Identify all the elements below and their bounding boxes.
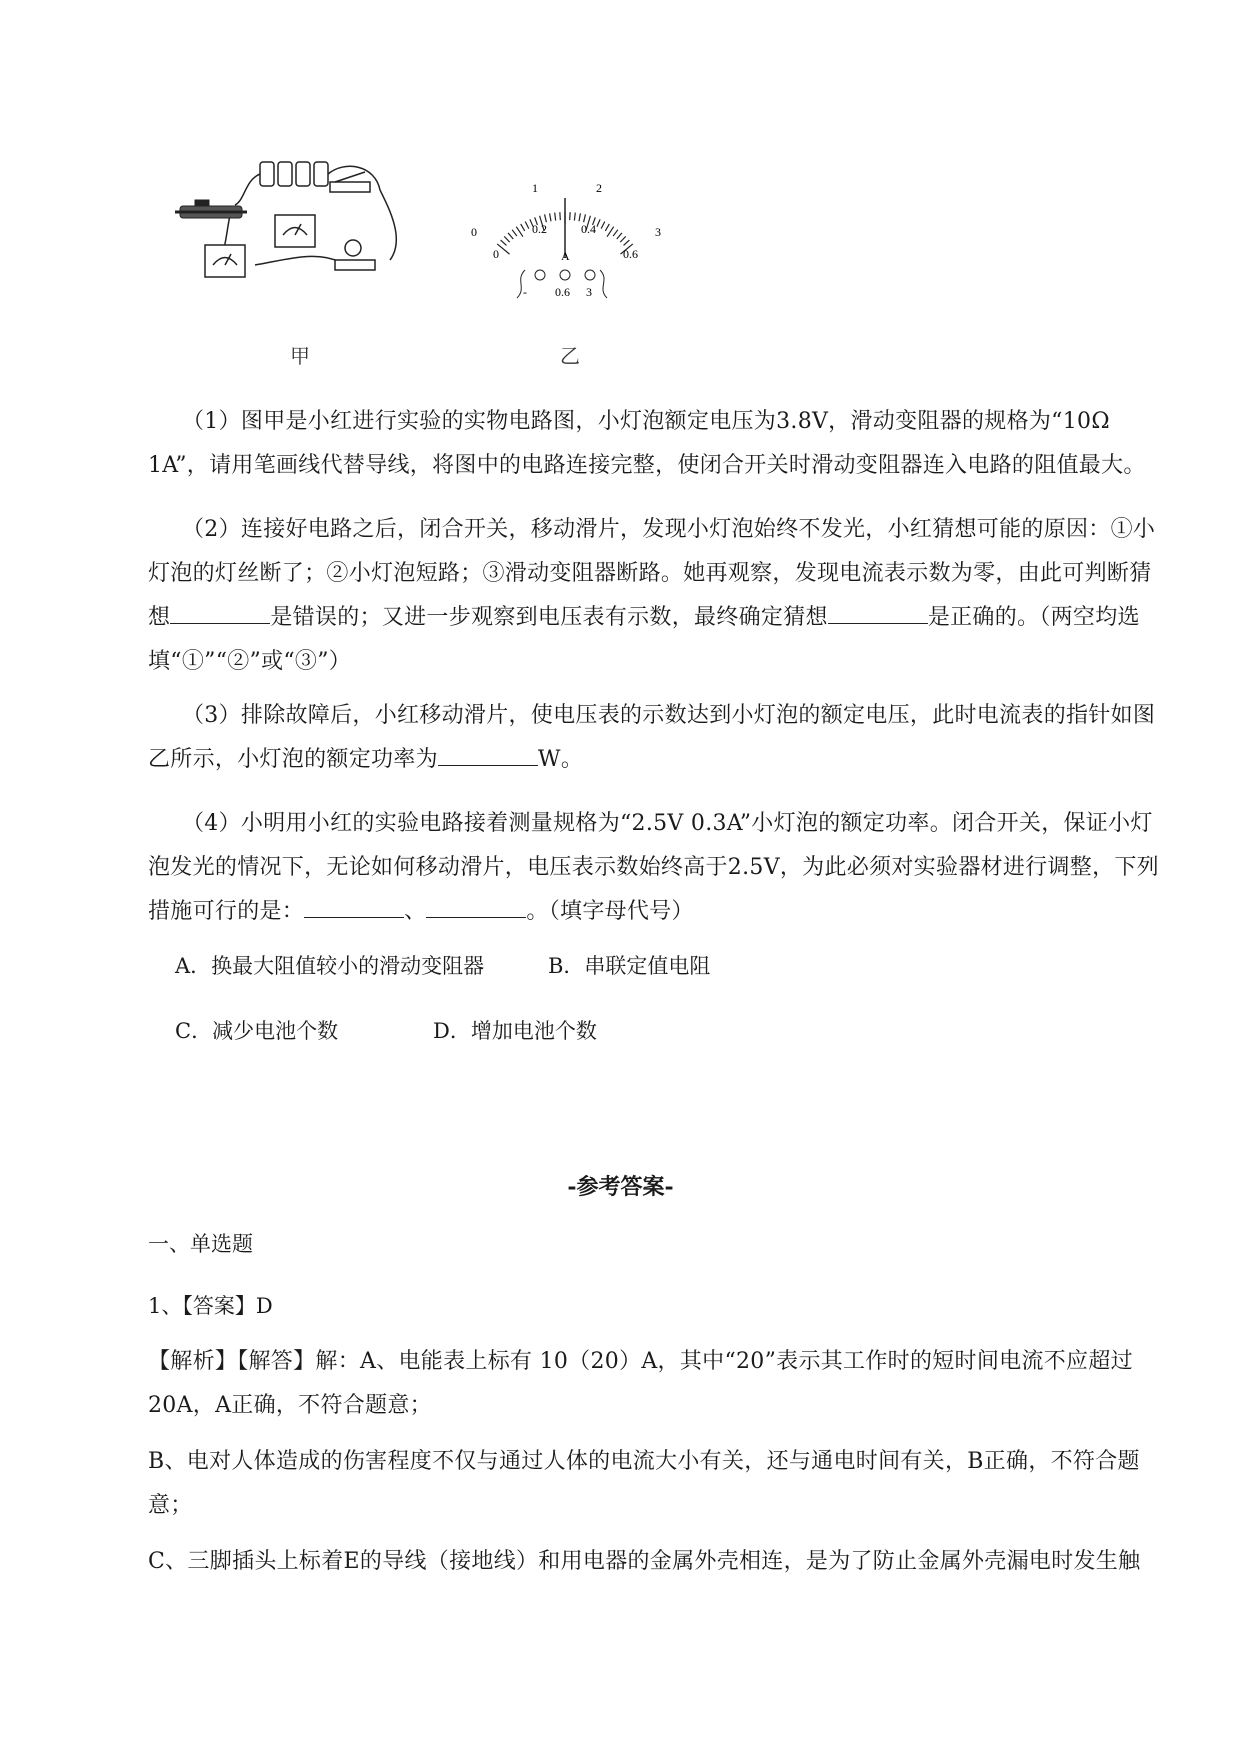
option-d: D．增加电池个数 (433, 1019, 597, 1043)
terminal-neg: - (523, 285, 527, 299)
circuit-diagram-jia (175, 150, 445, 300)
analysis-b: B、电对人体造成的伤害程度不仅与通过人体的电流大小有关，还与通电时间有关，B正确，不符合题意； (148, 1449, 1140, 1518)
dial-tick (607, 227, 614, 237)
ammeter-dial-yi (465, 180, 685, 315)
dial-unit: A (561, 249, 570, 263)
dial-bottom-0: 0 (493, 247, 499, 261)
q4-text-2: 。（填字母代号） (526, 899, 694, 924)
q3-text-2: W。 (537, 747, 584, 772)
question-4 (148, 802, 1163, 934)
dial-tick (516, 227, 523, 237)
question-3 (148, 694, 1163, 782)
dial-top-3: 3 (655, 225, 661, 239)
q4-text-1: （4）小明用小红的实验电路接着测量规格为“2.5V 0.3A”小灯泡的额定功率。闭合开关，保证小灯泡发光的情况下，无论如何移动滑片，电压表示数始终高于2.5V，为此必须对实验器材进行调整，下列措施可行的是： (148, 811, 1159, 924)
dial-bottom-06: 0.6 (623, 247, 638, 261)
dial-tick (525, 222, 529, 229)
dial-tick (620, 236, 626, 242)
section-heading: 一、单选题 (148, 1232, 253, 1256)
dial-tick (497, 244, 509, 254)
dial-bottom-02: 0.2 (532, 222, 547, 236)
q3-blank[interactable] (438, 747, 538, 766)
option-a: A．换最大阻值较小的滑动变阻器 (175, 954, 485, 978)
dial-tick (512, 230, 517, 236)
dial-tick (624, 240, 630, 245)
dial-top-1: 1 (532, 181, 538, 195)
dial-tick (501, 240, 507, 245)
dial-tick (605, 224, 609, 231)
q2-text-1: （2）连接好电路之后，闭合开关，移动滑片，发现小灯泡始终不发光，小红猜想可能的原因：①小灯泡的灯丝断了；②小灯泡短路；③滑动变阻器断路。她再观察，发现电流表示数为零，由此可判断猜想 (148, 517, 1156, 630)
q2-blank-1[interactable] (170, 605, 270, 624)
dial-tick (597, 219, 600, 226)
switch (330, 172, 370, 192)
q2-text-3: 是正确的。（两空均选填“①”“②”或“③”） (148, 605, 1140, 674)
figure-label-jia: 甲 (290, 344, 310, 368)
dial-tick (555, 213, 556, 221)
option-c: C．减少电池个数 (175, 1019, 339, 1043)
dial-tick (550, 213, 551, 221)
dial-tick (521, 224, 525, 231)
q3-text-1: （3）排除故障后，小红移动滑片，使电压表的示数达到小灯泡的额定电压，此时电流表的指针如图乙所示，小灯泡的额定功率为 (148, 703, 1156, 772)
q4-separator: 、 (404, 899, 427, 924)
dial-bottom-04: 0.4 (581, 222, 596, 236)
question-1 (148, 400, 1163, 488)
q4-blank-1[interactable] (304, 899, 404, 918)
battery-pack (260, 162, 328, 186)
question-2 (148, 508, 1163, 684)
q2-text-2: 是错误的；又进一步观察到电压表有示数，最终确定猜想 (270, 605, 828, 630)
figure-label-yi: 乙 (560, 344, 580, 368)
terminal-3: 3 (586, 285, 592, 299)
dial-top-2: 2 (596, 181, 602, 195)
q4-blank-2[interactable] (426, 899, 526, 918)
option-b: B．串联定值电阻 (548, 954, 711, 978)
voltmeter (275, 215, 315, 247)
dial-tick (579, 213, 580, 221)
answer-1: 1、【答案】D (148, 1294, 273, 1318)
rheostat (175, 200, 247, 218)
q2-blank-2[interactable] (828, 605, 928, 624)
analysis-c: C、三脚插头上标着E的导线（接地线）和用电器的金属外壳相连，是为了防止金属外壳漏电时发生触 (148, 1549, 1141, 1574)
lamp (335, 240, 375, 270)
terminal-06: 0.6 (555, 285, 570, 299)
dial-tick (574, 213, 575, 221)
dial-top-zero: 0 (471, 225, 477, 239)
dial-tick (601, 222, 605, 229)
dial-tick (504, 236, 510, 242)
analysis (148, 1340, 1163, 1584)
analysis-a: 【解析】【解答】解：A、电能表上标有 10（20）A，其中“20”表示其工作时的短时间电流不应超过20A，A正确，不符合题意； (148, 1349, 1133, 1418)
dial-tick (617, 233, 622, 239)
answer-title: -参考答案- (567, 1174, 674, 1200)
dial-tick (613, 230, 618, 236)
dial-tick (508, 233, 513, 239)
question-1-text: （1）图甲是小红进行实验的实物电路图，小灯泡额定电压为3.8V，滑动变阻器的规格为“10Ω 1A”，请用笔画线代替导线，将图中的电路连接完整，使闭合开关时滑动变阻器连入电路的阻值最大。 (148, 409, 1146, 478)
ammeter (205, 245, 245, 277)
